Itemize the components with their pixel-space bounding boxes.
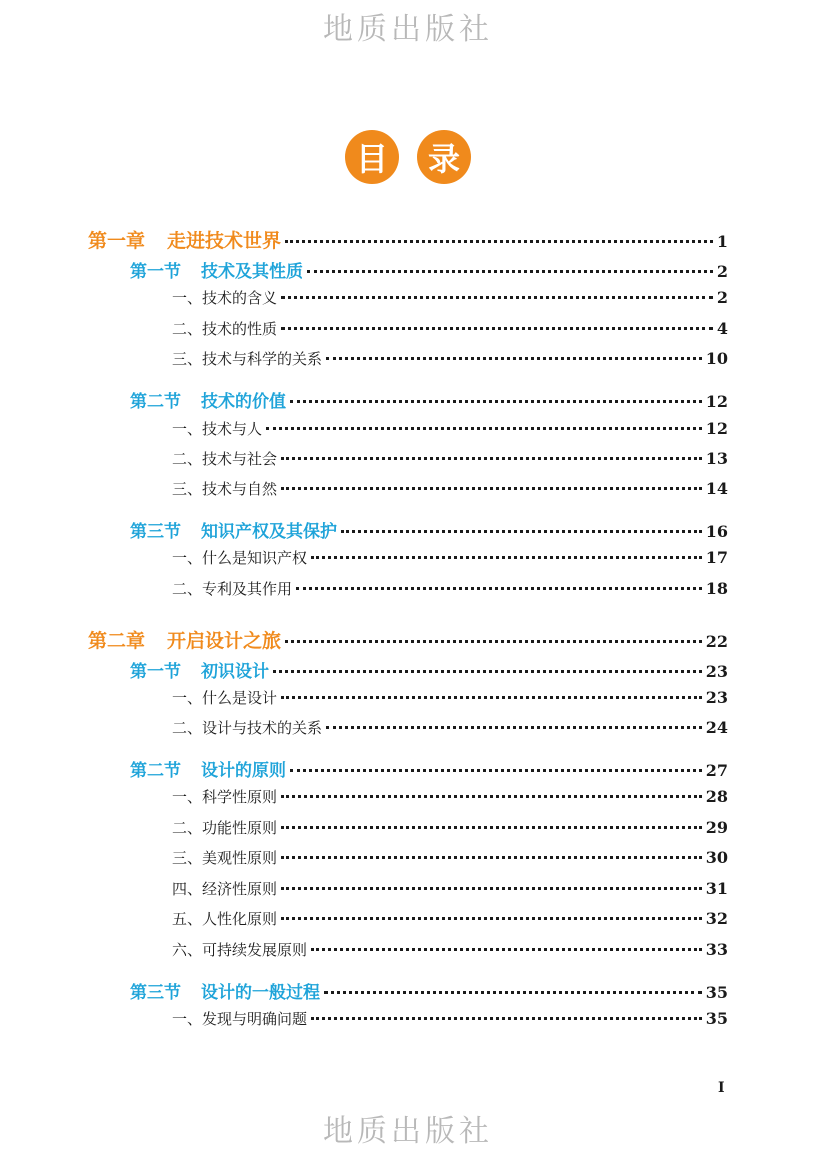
toc-chapter-name: 走进技术世界 <box>167 230 282 252</box>
dot-leader <box>285 640 702 643</box>
toc-section-number: 第一节 <box>130 262 181 282</box>
toc-page-number: 31 <box>705 879 728 898</box>
publisher-watermark-bottom: 地质出版社 <box>323 1114 493 1149</box>
dot-leader <box>326 357 702 360</box>
toc-page-number: 12 <box>705 392 728 411</box>
toc-page-number: 28 <box>705 787 728 806</box>
toc-chapter-title <box>88 226 281 253</box>
dot-leader <box>285 240 713 243</box>
toc-section-name: 初识设计 <box>201 662 269 682</box>
toc-item-row[interactable] <box>172 318 728 339</box>
dot-leader <box>290 400 702 403</box>
page-number: I <box>718 1080 725 1096</box>
toc-item-row[interactable] <box>172 878 728 899</box>
toc-item-row[interactable] <box>172 418 728 439</box>
toc-page-number: 22 <box>705 632 728 651</box>
toc-page-number: 12 <box>705 419 728 438</box>
dot-leader <box>281 696 702 699</box>
title-char-lu: 录 <box>417 130 471 184</box>
dot-leader <box>266 427 702 430</box>
toc-section-name: 技术的价值 <box>201 392 286 412</box>
toc-page-number: 18 <box>705 579 728 598</box>
toc-page-number: 35 <box>705 983 728 1002</box>
toc-section-number: 第二节 <box>130 392 181 412</box>
toc-item-row[interactable] <box>172 1008 728 1029</box>
toc-item-title: 二、专利及其作用 <box>172 580 293 598</box>
toc-section-name: 设计的原则 <box>201 761 286 781</box>
page-title <box>0 130 816 184</box>
toc-item-title: 二、设计与技术的关系 <box>172 719 323 737</box>
toc-item-row[interactable] <box>172 578 728 599</box>
toc-section-row[interactable] <box>130 387 728 412</box>
toc-section-row[interactable] <box>130 657 728 682</box>
toc-section-name: 技术及其性质 <box>201 262 303 282</box>
toc-item-row[interactable] <box>172 547 728 568</box>
toc-item-title: 三、技术与自然 <box>172 480 278 498</box>
dot-leader <box>281 826 702 829</box>
toc-item-row[interactable] <box>172 817 728 838</box>
dot-leader <box>341 530 702 533</box>
dot-leader <box>311 1017 702 1020</box>
toc-item-title: 二、功能性原则 <box>172 819 278 837</box>
toc-page-number: 4 <box>716 319 728 338</box>
toc-section-title <box>130 257 303 282</box>
toc-item-title: 一、什么是知识产权 <box>172 549 308 567</box>
toc-item-row[interactable] <box>172 687 728 708</box>
toc-page-number: 23 <box>705 662 728 681</box>
toc-page-number: 29 <box>705 818 728 837</box>
toc-section-title <box>130 978 320 1003</box>
dot-leader <box>326 726 702 729</box>
toc-section-number: 第三节 <box>130 983 181 1003</box>
toc-item-row[interactable] <box>172 448 728 469</box>
publisher-watermark-top: 地质出版社 <box>323 12 493 47</box>
toc-item-title: 五、人性化原则 <box>172 910 278 928</box>
toc-page-number: 33 <box>705 940 728 959</box>
toc-item-title: 一、什么是设计 <box>172 689 278 707</box>
toc-item-row[interactable] <box>172 786 728 807</box>
toc-section-row[interactable] <box>130 756 728 781</box>
toc-item-row[interactable] <box>172 287 728 308</box>
toc-item-title: 三、美观性原则 <box>172 849 278 867</box>
toc-section-name: 设计的一般过程 <box>201 983 320 1003</box>
toc-section-row[interactable] <box>130 257 728 282</box>
dot-leader <box>281 327 713 330</box>
toc-page-number: 2 <box>716 262 728 281</box>
toc-section-row[interactable] <box>130 978 728 1003</box>
toc-page-number: 14 <box>705 479 728 498</box>
toc-page-number: 1 <box>716 232 728 251</box>
toc-section-title <box>130 756 286 781</box>
toc-chapter-row[interactable] <box>88 626 728 653</box>
dot-leader <box>281 917 702 920</box>
toc-page-number: 2 <box>716 288 728 307</box>
dot-leader <box>307 270 713 273</box>
toc-section-name: 知识产权及其保护 <box>201 522 337 542</box>
toc-page-number: 13 <box>705 449 728 468</box>
dot-leader <box>281 795 702 798</box>
dot-leader <box>281 856 702 859</box>
toc-item-title: 一、技术与人 <box>172 420 263 438</box>
dot-leader <box>290 769 702 772</box>
toc-section-title <box>130 517 337 542</box>
toc-item-title: 四、经济性原则 <box>172 880 278 898</box>
dot-leader <box>281 487 702 490</box>
toc-item-title: 三、技术与科学的关系 <box>172 350 323 368</box>
toc-item-row[interactable] <box>172 939 728 960</box>
toc-item-title: 一、发现与明确问题 <box>172 1010 308 1028</box>
toc-page-number: 35 <box>705 1009 728 1028</box>
toc-section-number: 第一节 <box>130 662 181 682</box>
toc-page-number: 16 <box>705 522 728 541</box>
toc-item-row[interactable] <box>172 717 728 738</box>
title-char-mu: 目 <box>345 130 399 184</box>
dot-leader <box>273 670 702 673</box>
toc-item-title: 一、技术的含义 <box>172 289 278 307</box>
toc-section-title <box>130 387 286 412</box>
toc-page-number: 10 <box>705 349 728 368</box>
toc-section-number: 第三节 <box>130 522 181 542</box>
toc-page-number: 23 <box>705 688 728 707</box>
toc-chapter-title <box>88 626 281 653</box>
toc-item-title: 一、科学性原则 <box>172 788 278 806</box>
toc-page-number: 24 <box>705 718 728 737</box>
toc-section-row[interactable] <box>130 517 728 542</box>
dot-leader <box>311 556 702 559</box>
dot-leader <box>324 991 702 994</box>
toc-chapter-name: 开启设计之旅 <box>167 630 282 652</box>
dot-leader <box>281 887 702 890</box>
toc-item-title: 六、可持续发展原则 <box>172 941 308 959</box>
toc-page-number: 32 <box>705 909 728 928</box>
toc-item-row[interactable] <box>172 847 728 868</box>
toc-page-number: 27 <box>705 761 728 780</box>
toc-item-row[interactable] <box>172 908 728 929</box>
toc-section-title <box>130 657 269 682</box>
toc-item-row[interactable] <box>172 348 728 369</box>
toc-chapter-number: 第二章 <box>88 630 146 652</box>
toc-item-title: 二、技术的性质 <box>172 320 278 338</box>
toc-item-title: 二、技术与社会 <box>172 450 278 468</box>
toc-item-row[interactable] <box>172 478 728 499</box>
toc-page-number: 30 <box>705 848 728 867</box>
dot-leader <box>311 948 702 951</box>
toc-page-number: 17 <box>705 548 728 567</box>
dot-leader <box>296 587 702 590</box>
toc-chapter-number: 第一章 <box>88 230 146 252</box>
toc-chapter-row[interactable] <box>88 226 728 253</box>
dot-leader <box>281 296 713 299</box>
dot-leader <box>281 457 702 460</box>
toc-section-number: 第二节 <box>130 761 181 781</box>
